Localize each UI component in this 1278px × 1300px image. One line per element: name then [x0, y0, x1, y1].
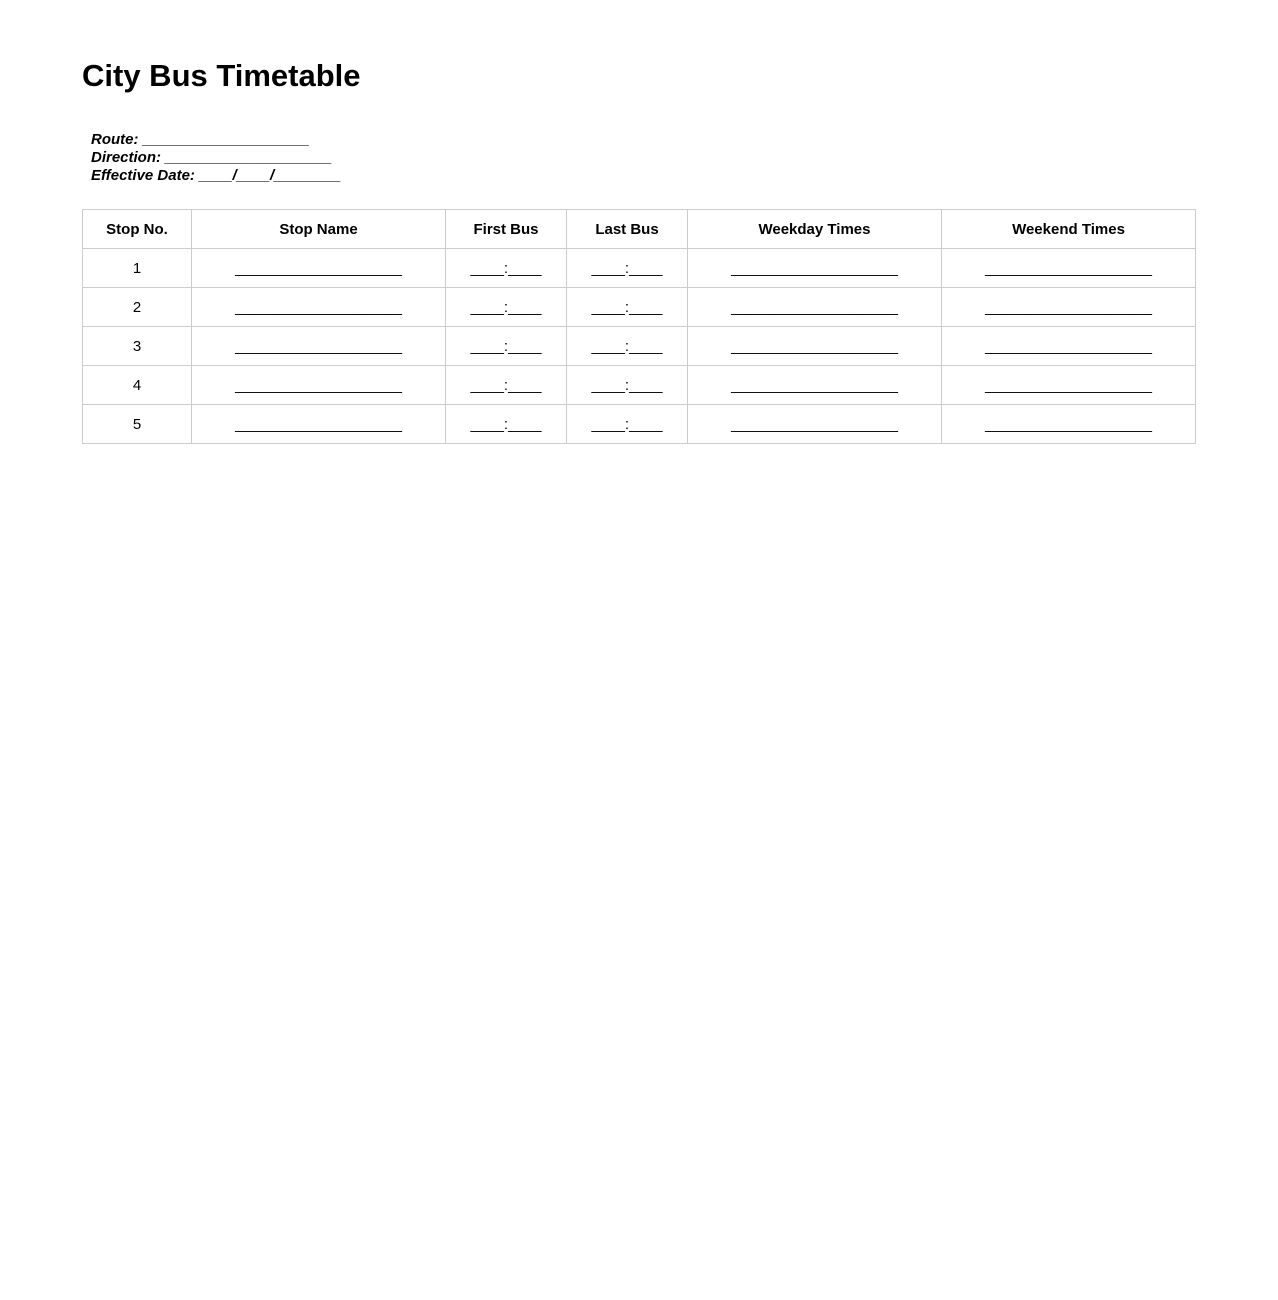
direction-field[interactable]: Direction: ____________________ — [91, 149, 333, 166]
first-bus-field[interactable]: ____:____ — [446, 405, 567, 444]
stop-number: 5 — [83, 405, 192, 444]
header-stop-name: Stop Name — [192, 210, 446, 249]
stop-name-field[interactable]: ____________________ — [192, 288, 446, 327]
last-bus-field[interactable]: ____:____ — [567, 366, 688, 405]
weekend-times-field[interactable]: ____________________ — [942, 249, 1196, 288]
first-bus-field[interactable]: ____:____ — [446, 366, 567, 405]
weekend-times-field[interactable]: ____________________ — [942, 366, 1196, 405]
weekday-times-field[interactable]: ____________________ — [688, 249, 942, 288]
header-weekend-times: Weekend Times — [942, 210, 1196, 249]
route-info — [91, 131, 341, 185]
stop-number: 4 — [83, 366, 192, 405]
last-bus-field[interactable]: ____:____ — [567, 327, 688, 366]
table-row — [83, 405, 1196, 444]
first-bus-field[interactable]: ____:____ — [446, 288, 567, 327]
weekday-times-field[interactable]: ____________________ — [688, 327, 942, 366]
header-row — [83, 210, 1196, 249]
header-last-bus: Last Bus — [567, 210, 688, 249]
stop-name-field[interactable]: ____________________ — [192, 327, 446, 366]
stop-name-field[interactable]: ____________________ — [192, 366, 446, 405]
table-row — [83, 366, 1196, 405]
weekday-times-field[interactable]: ____________________ — [688, 288, 942, 327]
weekend-times-field[interactable]: ____________________ — [942, 405, 1196, 444]
table-row — [83, 249, 1196, 288]
weekday-times-field[interactable]: ____________________ — [688, 366, 942, 405]
timetable — [82, 209, 1196, 444]
header-stop-no: Stop No. — [83, 210, 192, 249]
stop-name-field[interactable]: ____________________ — [192, 405, 446, 444]
weekend-times-field[interactable]: ____________________ — [942, 288, 1196, 327]
stop-number: 1 — [83, 249, 192, 288]
effective-date-field[interactable]: Effective Date: ____/____/________ — [91, 167, 341, 184]
table-row — [83, 327, 1196, 366]
last-bus-field[interactable]: ____:____ — [567, 405, 688, 444]
stop-number: 3 — [83, 327, 192, 366]
stop-number: 2 — [83, 288, 192, 327]
weekday-times-field[interactable]: ____________________ — [688, 405, 942, 444]
route-field[interactable]: Route: ____________________ — [91, 131, 310, 148]
page-title: City Bus Timetable — [82, 58, 361, 93]
last-bus-field[interactable]: ____:____ — [567, 249, 688, 288]
first-bus-field[interactable]: ____:____ — [446, 327, 567, 366]
first-bus-field[interactable]: ____:____ — [446, 249, 567, 288]
last-bus-field[interactable]: ____:____ — [567, 288, 688, 327]
header-first-bus: First Bus — [446, 210, 567, 249]
header-weekday-times: Weekday Times — [688, 210, 942, 249]
stop-name-field[interactable]: ____________________ — [192, 249, 446, 288]
weekend-times-field[interactable]: ____________________ — [942, 327, 1196, 366]
table-row — [83, 288, 1196, 327]
